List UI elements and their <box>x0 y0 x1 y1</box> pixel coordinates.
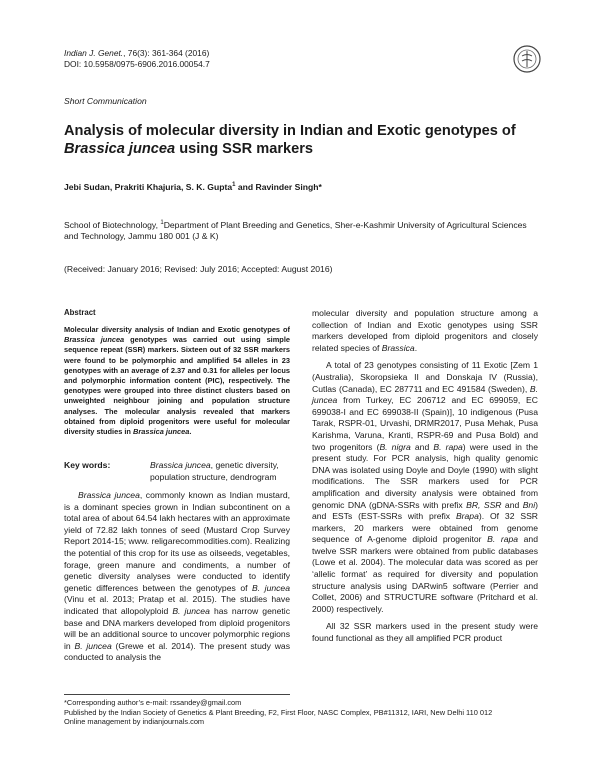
abstract-heading: Abstract <box>64 308 96 317</box>
species-ref: B. juncea <box>74 640 112 651</box>
intro-paragraph <box>64 490 290 664</box>
text-run: and twelve SSR markers were obtained from public databases (Lowe et al. 2004). The molecular data was scored as per ‘allelic format’ as required for diversity and population structure analysis using DARwin5 software (Perrier and Collet, 2006) and STRUCTURE software (Pritchard et al. 2000) respectively. <box>312 534 538 614</box>
text-run: molecular diversity and population structure among a collection of Indian and Exotic genotypes using SSR markers developed from diploid progenitors and closely related species of <box>312 308 538 353</box>
title-line1: Analysis of molecular diversity in Indian and Exotic genotypes of <box>64 123 516 139</box>
affiliation <box>64 220 540 242</box>
abstract-species: Brassica juncea <box>133 427 190 437</box>
title-line2: using SSR markers <box>175 141 314 157</box>
author-affil-mark: 1 <box>232 182 236 189</box>
paragraph-1 <box>312 308 538 354</box>
society-logo-icon <box>512 44 542 74</box>
abstract-part: Molecular diversity analysis of Indian and Exotic genotypes of <box>64 325 290 334</box>
affiliation-department: Department of Plant Breeding and Genetics, Sher-e-Kashmir University of Agricultural Sciences and Technology, Jammu 180 001 (J & K) <box>64 220 527 241</box>
journal-volume: , 76(3): 361-364 (2016) <box>123 48 210 58</box>
species-ref: B. nigra <box>379 441 411 452</box>
text-run: and <box>410 441 434 452</box>
paper-title <box>64 122 554 158</box>
species-ref: B. juncea <box>252 582 290 593</box>
journal-name: Indian J. Genet. <box>64 48 124 58</box>
abstract-text <box>64 325 290 437</box>
doi: DOI: 10.5958/0975-6906.2016.00054.7 <box>64 59 210 69</box>
received-dates: (Received: January 2016; Revised: July 2016; Accepted: August 2016) <box>64 264 333 274</box>
publisher-note: Published by the Indian Society of Genetics & Plant Breeding, F2, First Floor, NASC Complex, PB#11312, IARI, New Delhi 110 012 <box>64 707 493 717</box>
species-ref: Brassica <box>381 342 415 353</box>
affiliation-mark: 1 <box>160 220 164 227</box>
text-run: A total of 23 genotypes consisting of 11 Exotic [Zem 1 (Australia), Skoropsiekа II and Donskaja IV (Russia), Cutlas (Canada), EC 287711 and EC 491584 (Sweden), <box>312 360 538 394</box>
author-last: and Ravinder Singh* <box>235 182 322 192</box>
abstract-species: Brassica juncea <box>64 335 125 345</box>
keywords <box>150 460 290 483</box>
author-list <box>64 182 322 192</box>
paragraph-2 <box>312 360 538 615</box>
species-ref: B. rapa <box>433 441 463 452</box>
title-species: Brassica juncea <box>64 141 176 157</box>
text-run: , commonly known as Indian mustard, is a dominant species grown in Indian subcontinent on a total area of about 64.54 lakh hectares with an approximate yield of 72.82 lakh tonnes of seed (Mustard Crop Survey Report 2014-15; www. religarecommodities.com). Realizing the potential of this crop for its use as oilseeds, vegetables, forage, green manure and condiments, a number of genetic diversity analyses were conducted to identify genetic differences between the genotypes of <box>64 490 290 593</box>
species-ref: B. juncea <box>172 605 210 616</box>
text-run: (Vinu et al. 2013; Pratap et al. 2015). The studies have indicated that allopolyploid <box>64 594 290 616</box>
text-run: ) and ESTs (EST-SSRs with prefix <box>312 499 538 522</box>
text-run: (Grewe et al. 2014). The present study was conducted to analysis the <box>64 640 290 663</box>
footer <box>64 698 544 727</box>
text-run: . <box>414 342 418 353</box>
methods-column <box>312 308 538 645</box>
online-management: Online management by indianjournals.com <box>64 717 205 727</box>
keyword-species: Brassica juncea <box>150 460 211 470</box>
text-run: ). Of 32 SSR markers, 20 markers were obtained from genome sequence of A-genome diploid progenitor <box>312 511 539 545</box>
abstract-part: . <box>189 427 192 437</box>
keywords-label: Key words: <box>64 460 111 470</box>
text-run: from Turkey, EC 206712 and EC 699059, EC 699038-I and EC 699038-II (Spain)], 10 indigenous (Pusa Tarak, RSPR-01, Urvashi, DRMR2017, Pusa Mehak, Pusa Karishma, Varuna, Kranti, RSPR-69 and Pusa Bold) and two progenitors ( <box>312 395 538 452</box>
text-run: ) were used in the present study. For PCR analysis, high quality genomic DNA was isolated using Doyle and Doyle (1990) with slight modifications. The SSR markers used for PCR amplification and diversity analysis were obtained from genomic DNA (gDNA-SSRs with prefix <box>312 441 538 510</box>
keyword-rest: , genetic diversity, population structure, dendrogram <box>150 460 279 482</box>
affiliation-school: School of Biotechnology, <box>64 220 161 230</box>
corresponding-author: *Corresponding author’s e-mail: rssandey@gmail.com <box>64 698 242 707</box>
prefix-ref: Brapa <box>455 511 479 522</box>
author-names: Jebi Sudan, Prakriti Khajuria, S. K. Gupta <box>64 182 233 192</box>
species-ref: Brassica juncea <box>78 490 140 500</box>
species-ref: B. rapa <box>487 534 519 545</box>
species-ref: B. juncea <box>312 383 538 406</box>
text-run: has narrow genetic base and DNA markers developed from diploid progenitors will be an additional source to uncover polymorphic regions in <box>64 605 290 651</box>
prefix-ref: Bni <box>522 499 536 510</box>
footnote-divider <box>64 694 290 695</box>
journal-citation <box>64 48 210 70</box>
article-type: Short Communication <box>64 96 147 106</box>
prefix-ref: BR, SSR <box>466 499 502 510</box>
abstract-part: genotypes was carried out using simple sequence repeat (SSR) markers. Sixteen out of 32 SSR markers were found to be polymorphic and amplified 54 alleles in 23 genotypes with an average of 2.37 and 0.31 for alleles per locus and polymorphic information content (PIC), respectively. The genotypes were grouped into three distinct clusters based on unweighted neighbour joining and population structure analyses. The molecular analysis revealed that markers obtained from diploid progenitors were useful for molecular diversity studies in <box>64 335 290 437</box>
text-run: and <box>501 499 523 510</box>
paragraph-3: All 32 SSR markers used in the present study were found functional as they all amplified PCR product <box>312 621 538 644</box>
